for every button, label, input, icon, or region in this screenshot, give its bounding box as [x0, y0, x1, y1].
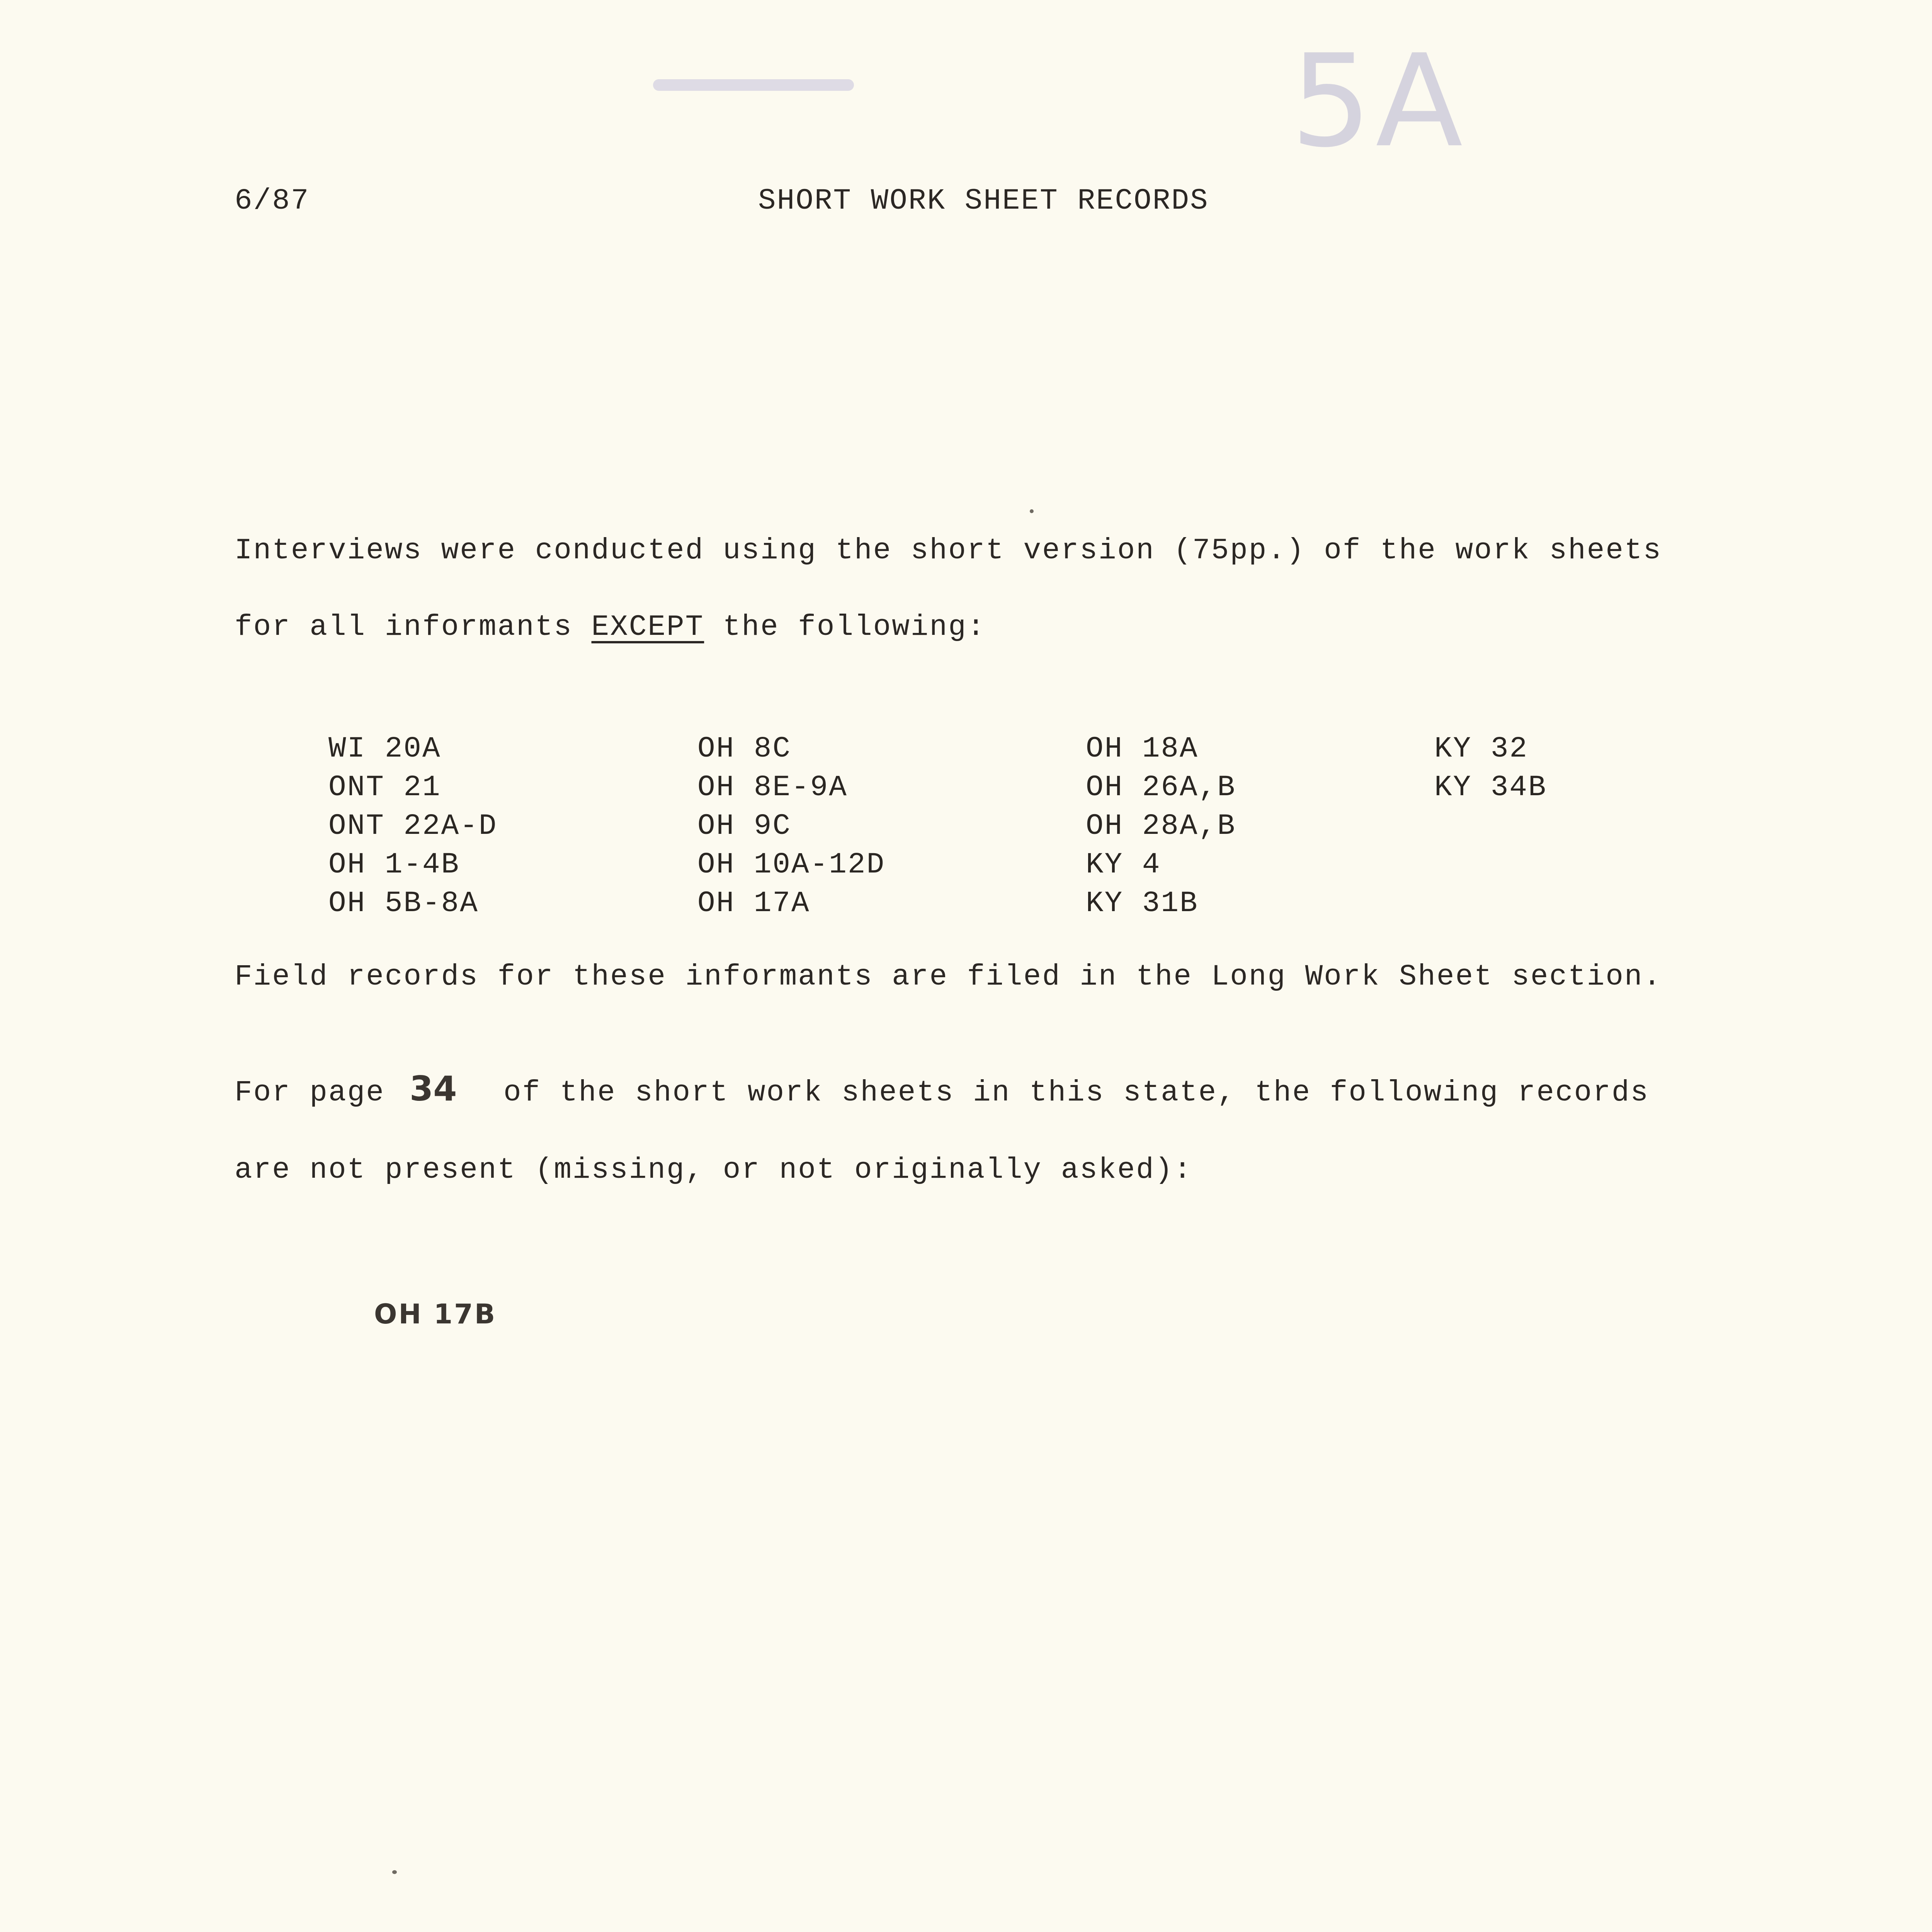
informant-entry: ONT 22A-D — [328, 810, 498, 843]
informant-entry: OH 10A-12D — [697, 848, 886, 881]
informant-entry: OH 8E-9A — [697, 771, 848, 804]
informant-entry: KY 31B — [1086, 887, 1199, 920]
intro-line-2-suffix: the following: — [704, 611, 986, 644]
informant-entry: OH 8C — [697, 732, 792, 765]
except-emphasis: EXCEPT — [591, 611, 704, 644]
informant-entry: OH 28A,B — [1086, 810, 1236, 843]
informant-entry: OH 18A — [1086, 732, 1199, 765]
document-title: SHORT WORK SHEET RECORDS — [758, 184, 1209, 218]
informant-entry: ONT 21 — [328, 771, 441, 804]
missing-records-line-1 — [235, 1078, 403, 1107]
corner-pencil-mark: 5A — [1291, 27, 1467, 175]
field-records-note: Field records for these informants are filed in the Long Work Sheet section. — [235, 960, 1662, 993]
informant-entry: KY 34B — [1434, 771, 1547, 804]
handwritten-page-number: 34 — [410, 1069, 457, 1109]
informant-column-2 — [697, 730, 885, 923]
pencil-dash-mark — [653, 79, 854, 91]
informant-column-3 — [1086, 730, 1236, 923]
informant-entry: WI 20A — [328, 732, 441, 765]
missing-line-1-suffix: of the short work sheets in this state, the following records — [503, 1076, 1650, 1109]
intro-line-2-prefix: for all informants — [235, 611, 592, 644]
informant-entry: OH 5B-8A — [328, 887, 479, 920]
paper-speck — [392, 1870, 397, 1874]
informant-entry: OH 9C — [697, 810, 792, 843]
missing-records-line-2: are not present (missing, or not originally asked): — [235, 1153, 1192, 1187]
intro-line-1: Interviews were conducted using the short version (75pp.) of the work sheets — [235, 534, 1662, 567]
paper-speck — [1030, 509, 1034, 513]
informant-column-4 — [1434, 730, 1547, 807]
informant-entry: KY 4 — [1086, 848, 1161, 881]
missing-line-1-prefix: For page — [235, 1076, 404, 1109]
intro-line-2 — [235, 612, 986, 642]
informant-column-1 — [328, 730, 497, 923]
handwritten-missing-record: OH 17B — [374, 1298, 497, 1330]
informant-entry: OH 26A,B — [1086, 771, 1236, 804]
informant-entry: OH 17A — [697, 887, 810, 920]
informant-entry: OH 1-4B — [328, 848, 460, 881]
document-date: 6/87 — [235, 184, 310, 218]
informant-entry: KY 32 — [1434, 732, 1529, 765]
